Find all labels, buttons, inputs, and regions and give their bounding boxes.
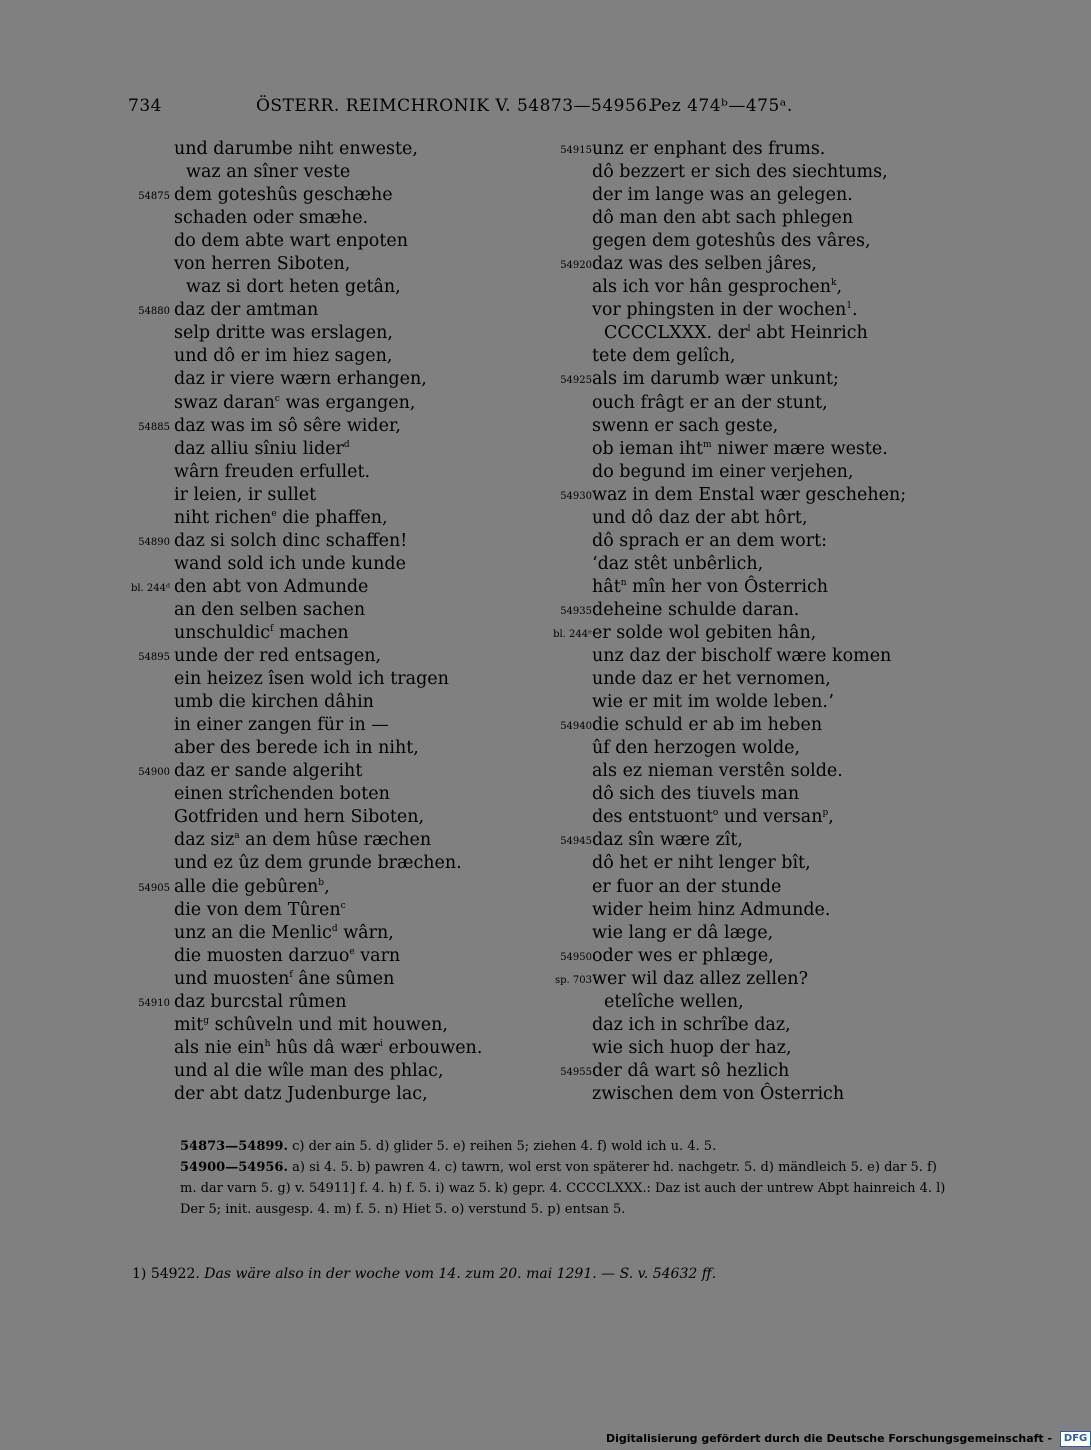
verse-text: waz an sîner veste (186, 162, 351, 183)
pez-reference: Pez 474ᵇ—475ᵃ. (650, 96, 793, 116)
line-number: 54950 (560, 951, 592, 963)
verse-text: unz er enphant des frums. (592, 139, 826, 159)
verse-text: der abt datz Judenburge lac, (174, 1083, 428, 1104)
verse-text: schaden oder smæhe. (174, 208, 369, 229)
verse-text: ir leien, ir sullet (174, 484, 317, 505)
verse-text: die von dem Tûren$^c$ (174, 899, 346, 920)
left-verse-line (118, 345, 518, 368)
verse-text: dô sich des tiuvels man (592, 784, 800, 805)
right-verse-line (540, 714, 960, 737)
left-verse-line (118, 461, 518, 484)
right-verse-line (540, 599, 960, 622)
right-verse-line (540, 922, 960, 945)
verse-text: daz ir viere wærn erhangen, (174, 369, 427, 390)
left-verse-line (118, 438, 518, 461)
verse-text: er fuor an der stunde (592, 876, 782, 897)
verse-text: den abt von Admunde (174, 576, 369, 597)
verse-text: die muosten darzuo$^e$ varn (174, 945, 401, 966)
verse-text: als im darumb wær unkunt; (592, 369, 839, 390)
left-verse-line (118, 507, 518, 530)
verse-text: wie er mit im wolde leben.ʼ (592, 692, 834, 713)
verse-text: daz alliu sîniu lider$^d$ (174, 438, 350, 459)
left-verse-line (118, 161, 518, 184)
right-verse-line (540, 484, 960, 507)
verse-text: gegen dem goteshûs des vâres, (592, 231, 871, 252)
left-verse-line (118, 1060, 518, 1083)
line-number: bl. 244ᵉ (553, 628, 592, 640)
verse-text: do dem abte wart enpoten (174, 231, 409, 252)
left-verse-line (118, 253, 518, 276)
left-verse-line (118, 968, 518, 991)
verse-text: und dô er im hiez sagen, (174, 346, 393, 367)
left-verse-line (118, 622, 518, 645)
verse-text: in einer zangen für in — (174, 715, 389, 736)
verse-text: als ez nieman verstên solde. (592, 761, 843, 782)
right-verse-line (540, 1060, 960, 1083)
footnote-marker: d (343, 439, 350, 450)
verse-text: unde der red entsagen, (174, 646, 382, 667)
right-verse-line (540, 276, 960, 299)
left-verse-line (118, 299, 518, 322)
footnote-marker: p (822, 808, 829, 819)
line-number: 54935 (560, 605, 592, 617)
line-number: 54895 (138, 652, 170, 664)
right-verse-line (540, 829, 960, 852)
verse-text: und muosten$^f$ âne sûmen (174, 968, 395, 989)
line-number: 54900 (138, 767, 170, 779)
right-verse-line (540, 783, 960, 806)
right-verse-line (540, 299, 960, 322)
right-verse-line (540, 138, 960, 161)
right-verse-line (540, 322, 960, 345)
left-verse-line (118, 322, 518, 345)
verse-text: deheine schulde daran. (592, 599, 800, 620)
verse-text: Gotfriden und hern Siboten, (174, 807, 425, 828)
footnote-number: 1) 54922. (132, 1266, 200, 1282)
right-verse-line (540, 253, 960, 276)
left-verse-line (118, 1083, 518, 1106)
line-number: 54945 (560, 836, 592, 848)
verse-text: und darumbe niht enweste, (174, 139, 418, 159)
left-verse-line (118, 899, 518, 922)
right-verse-line (540, 806, 960, 829)
verse-text: ûf den herzogen wolde, (592, 738, 801, 759)
footnote-marker: g (203, 1015, 209, 1026)
footnote-marker: h (264, 1038, 271, 1049)
verse-text: etelîche wellen, (604, 991, 744, 1012)
right-verse-line (540, 968, 960, 991)
verse-text: daz sîn wære zît, (592, 830, 743, 851)
verse-text: dem goteshûs geschæhe (174, 185, 393, 206)
verse-text: daz der amtman (174, 300, 319, 321)
verse-text: ob ieman iht$^m$ niwer mære weste. (592, 438, 888, 459)
line-number: 54915 (560, 145, 592, 156)
verse-text: alle die gebûren$^b$, (174, 876, 330, 897)
verse-text: und al die wîle man des phlac, (174, 1060, 444, 1081)
line-number: 54955 (560, 1066, 592, 1078)
verse-text: unschuldic$^f$ machen (174, 622, 349, 643)
verse-text: die schuld er ab im heben (592, 715, 823, 736)
verse-text: unde daz er het vernomen, (592, 669, 831, 690)
verse-text: do begund im einer verjehen, (592, 461, 854, 482)
verse-text: der dâ wart sô hezlich (592, 1060, 790, 1081)
verse-text: daz siz$^a$ an dem hûse ræchen (174, 830, 432, 851)
footnote-marker: n (620, 577, 627, 588)
left-verse-line (118, 645, 518, 668)
verse-text: wie lang er dâ læge, (592, 922, 774, 943)
right-verse-line (540, 668, 960, 691)
right-verse-line (540, 876, 960, 899)
left-verse-line (118, 230, 518, 253)
verse-text: wider heim hinz Admunde. (592, 899, 831, 920)
verse-text: des entstuont$^o$ und versan$^p$, (592, 807, 834, 828)
footnote-marker: k (831, 278, 837, 289)
right-verse-line (540, 945, 960, 968)
right-verse-line (540, 184, 960, 207)
verse-text: als ich vor hân gesprochen$^k$, (592, 277, 843, 298)
dfg-label: Digitalisierung gefördert durch die Deutsche Forschungsgemeinschaft - (606, 1432, 1053, 1445)
line-number: bl. 244ᵈ (130, 582, 170, 594)
line-number: 54925 (560, 375, 592, 387)
verse-text: zwischen dem von Ôsterrich (592, 1083, 845, 1104)
verse-text: daz was im sô sêre wider, (174, 415, 401, 436)
line-number: sp. 703 (555, 974, 592, 986)
left-verse-line (118, 276, 518, 299)
verse-text: swaz daran$^c$ was ergangen, (174, 392, 416, 413)
right-verse-line (540, 622, 960, 645)
verse-text: wie sich huop der haz, (592, 1037, 792, 1058)
left-verse-line (118, 806, 518, 829)
footnote-marker: c (274, 393, 280, 404)
verse-text: an den selben sachen (174, 599, 366, 620)
verse-text: CCCCLXXX. der$^l$ abt Heinrich (604, 323, 868, 344)
left-verse-line (118, 737, 518, 760)
verse-text: daz si solch dinc schaffen! (174, 530, 408, 551)
verse-text: und ez ûz dem grunde bræchen. (174, 853, 462, 874)
verse-text: daz ich in schrîbe daz, (592, 1014, 791, 1035)
line-number: 54940 (560, 721, 592, 733)
verse-text: er solde wol gebiten hân, (592, 622, 817, 643)
left-verse-line (118, 945, 518, 968)
line-number: 54930 (560, 490, 592, 502)
left-verse-line (118, 368, 518, 391)
footnote-marker: m (703, 439, 712, 450)
verse-text: mit$^g$ schûveln und mit houwen, (174, 1014, 448, 1035)
verse-text: einen strîchenden boten (174, 784, 390, 805)
running-header (128, 96, 828, 120)
variant-note-block-2 (132, 1157, 952, 1220)
right-verse-line (540, 553, 960, 576)
verse-text: dô man den abt sach phlegen (592, 208, 854, 229)
right-verse-line (540, 392, 960, 415)
verse-text: dô het er niht lenger bît, (592, 853, 811, 874)
page-number: 734 (128, 96, 162, 116)
left-verse-line (118, 922, 518, 945)
right-verse-line (540, 438, 960, 461)
left-verse-line (118, 1037, 518, 1060)
left-verse-line (118, 599, 518, 622)
right-verse-line (540, 991, 960, 1014)
line-number: 54910 (138, 997, 170, 1009)
left-verse-line (118, 714, 518, 737)
right-verse-line (540, 576, 960, 599)
right-verse-line (540, 645, 960, 668)
right-verse-line (540, 1037, 960, 1060)
left-verse-line (118, 392, 518, 415)
footnote-marker: i (380, 1038, 383, 1049)
right-verse-line (540, 368, 960, 391)
line-number: 54885 (138, 421, 170, 433)
footnote-marker: l (747, 324, 751, 335)
dfg-logo-icon: DFG (1060, 1431, 1091, 1447)
verse-text: selp dritte was erslagen, (174, 323, 393, 344)
footnote-text: Das wäre also in der woche vom 14. zum 20. mai 1291. — S. v. 54632 ff. (204, 1266, 717, 1282)
verse-text: von herren Siboten, (174, 254, 351, 275)
footnote-marker: e (271, 508, 277, 519)
left-verse-line (118, 484, 518, 507)
right-verse-line (540, 507, 960, 530)
verse-text: als nie ein$^h$ hûs dâ wær$^i$ erbouwen. (174, 1037, 483, 1058)
left-verse-line (118, 138, 518, 161)
right-verse-line (540, 852, 960, 875)
dfg-banner[interactable] (606, 1430, 1091, 1448)
left-verse-line (118, 1014, 518, 1037)
verse-text: wand sold ich unde kunde (174, 553, 406, 574)
left-verse-line (118, 691, 518, 714)
right-verse-line (540, 461, 960, 484)
variant-notes (132, 1136, 952, 1220)
running-title: ÖSTERR. REIMCHRONIK V. 54873—54956. (256, 96, 654, 116)
verse-text: waz in dem Enstal wær geschehen; (592, 484, 907, 505)
footnote-marker: 1 (846, 301, 852, 312)
verse-text: ein heizez îsen wold ich tragen (174, 669, 449, 690)
verse-text: umb die kirchen dâhin (174, 692, 374, 713)
left-verse-line (118, 991, 518, 1014)
right-verse-line (540, 345, 960, 368)
verse-text: swenn er sach geste, (592, 415, 779, 436)
left-verse-line (118, 184, 518, 207)
verse-text: tete dem gelîch, (592, 346, 736, 367)
verse-text: ouch frâgt er an der stunt, (592, 392, 828, 413)
left-verse-line (118, 852, 518, 875)
right-verse-line (540, 1014, 960, 1037)
left-verse-line (118, 576, 518, 599)
verse-text: daz was des selben jâres, (592, 254, 817, 275)
left-verse-line (118, 876, 518, 899)
left-text-column (118, 138, 518, 1106)
verse-text: dô bezzert er sich des siechtums, (592, 162, 888, 183)
verse-text: wer wil daz allez zellen? (592, 968, 808, 989)
variant-range-2: 54900—54956. (180, 1160, 288, 1175)
verse-text: ʻdaz stêt unbêrlich, (592, 553, 764, 574)
line-number: 54890 (138, 536, 170, 548)
variant-note-block-1 (132, 1136, 952, 1157)
left-verse-line (118, 829, 518, 852)
verse-text: und dô daz der abt hôrt, (592, 507, 808, 528)
footnote (132, 1266, 952, 1282)
footnote-marker: o (712, 808, 719, 819)
variant-range-1: 54873—54899. (180, 1139, 288, 1154)
right-verse-line (540, 899, 960, 922)
verse-text: waz si dort heten getân, (186, 277, 401, 298)
line-number: 54880 (138, 306, 170, 318)
footnote-marker: b (318, 877, 325, 888)
right-verse-line (540, 415, 960, 438)
right-verse-line (540, 530, 960, 553)
right-verse-line (540, 691, 960, 714)
line-number: 54905 (138, 882, 170, 894)
line-number: 54875 (138, 191, 170, 203)
verse-text: der im lange was an gelegen. (592, 185, 853, 206)
footnote-marker: d (331, 923, 338, 934)
verse-text: daz burcstal rûmen (174, 991, 347, 1012)
verse-text: niht richen$^e$ die phaffen, (174, 507, 388, 528)
line-number: 54920 (560, 260, 592, 272)
left-verse-line (118, 760, 518, 783)
footnote-marker: e (349, 946, 355, 957)
right-verse-line (540, 230, 960, 253)
left-verse-line (118, 783, 518, 806)
verse-text: wârn freuden erfullet. (174, 461, 371, 482)
variant-text-1: c) der ain 5. d) glider 5. e) reihen 5; ziehen 4. f) wold ich u. 4. 5. (292, 1139, 717, 1154)
footnote-marker: a (234, 831, 240, 842)
right-verse-line (540, 1083, 960, 1106)
right-verse-line (540, 737, 960, 760)
left-verse-line (118, 668, 518, 691)
footnote-marker: f (289, 969, 293, 980)
right-verse-line (540, 161, 960, 184)
right-verse-line (540, 760, 960, 783)
verse-text: oder wes er phlæge, (592, 945, 774, 966)
verse-text: aber des berede ich in niht, (174, 738, 419, 759)
verse-text: vor phingsten in der wochen$^1$. (592, 300, 858, 321)
right-text-column (540, 138, 960, 1106)
left-verse-line (118, 415, 518, 438)
verse-text: hât$^n$ mîn her von Ôsterrich (592, 576, 829, 597)
left-verse-line (118, 553, 518, 576)
verse-text: daz er sande algeriht (174, 761, 363, 782)
verse-text: dô sprach er an dem wort: (592, 530, 827, 551)
right-verse-line (540, 207, 960, 230)
variant-text-2: a) si 4. 5. b) pawren 4. c) tawrn, wol erst von späterer hd. nachgetr. 5. d) mändleich 5. e) dar 5. f) m. dar varn 5. g) v. 54911] f. 4. h) f. 5. i) waz 5. k) gepr. 4. CCCCLXXX.: Daz ist auch der untrew Abpt hainreich 4. l) Der 5; init. ausgesp. 4. m) f. 5. n) Hiet 5. o) verstund 5. p) entsan 5. (180, 1160, 946, 1217)
footnote-marker: f (270, 623, 274, 634)
verse-text: unz an die Menlic$^d$ wârn, (174, 922, 394, 943)
verse-text: unz daz der bischolf wære komen (592, 646, 892, 667)
left-verse-line (118, 530, 518, 553)
left-verse-line (118, 207, 518, 230)
footnote-marker: c (340, 900, 346, 911)
